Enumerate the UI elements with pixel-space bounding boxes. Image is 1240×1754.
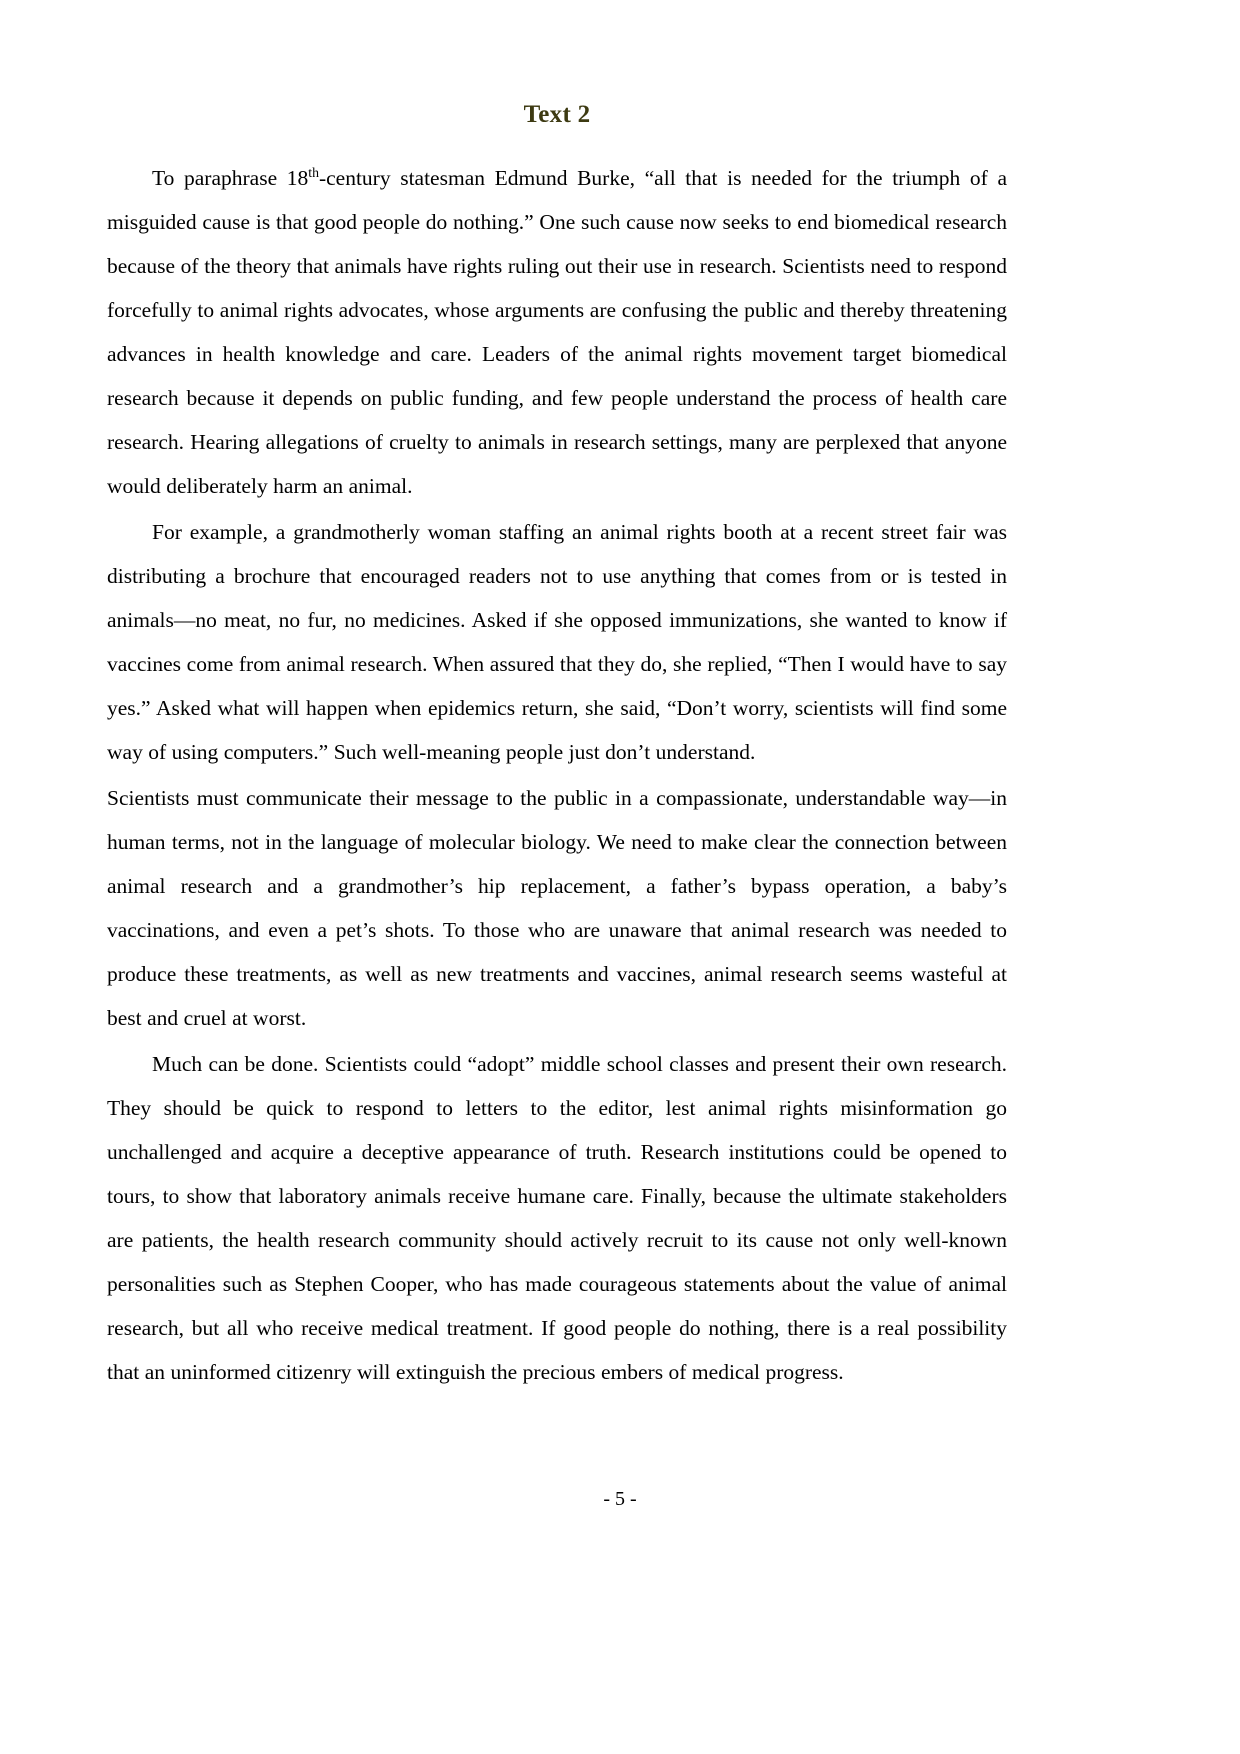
page-title: Text 2 xyxy=(523,101,591,128)
paragraph-1 xyxy=(107,156,1007,508)
paragraph-1-text-part-2: -century statesman Edmund Burke, “all that is needed for the triumph of a misguided cause is that good people do nothing.” One such cause now seeks to end biomedical research because of the theory that animals have rights ruling out their use in research. Scientists need to respond forcefully to animal rights advocates, whose arguments are confusing the public and thereby threatening advances in health knowledge and care. Leaders of the animal rights movement target biomedical research because it depends on public funding, and few people understand the process of health care research. Hearing allegations of cruelty to animals in research settings, many are perplexed that anyone would deliberately harm an animal. xyxy=(107,166,1007,498)
paragraph-3: Scientists must communicate their message to the public in a compassionate, understandable way—in human terms, not in the language of molecular biology. We need to make clear the connection between animal research and a grandmother’s hip replacement, a father’s bypass operation, a baby’s vaccinations, and even a pet’s shots. To those who are unaware that animal research was needed to produce these treatments, as well as new treatments and vaccines, animal research seems wasteful at best and cruel at worst. xyxy=(107,786,1007,1030)
paragraph-4: Much can be done. Scientists could “adopt” middle school classes and present their own research. They should be quick to respond to letters to the editor, lest animal rights misinformation go unchallenged and acquire a deceptive appearance of truth. Research institutions could be opened to tours, to show that laboratory animals receive humane care. Finally, because the ultimate stakeholders are patients, the health research community should actively recruit to its cause not only well-known personalities such as Stephen Cooper, who has made courageous statements about the value of animal research, but all who receive medical treatment. If good people do nothing, there is a real possibility that an uninformed citizenry will extinguish the precious embers of medical progress. xyxy=(107,1052,1007,1384)
document-body xyxy=(107,100,1007,1394)
paragraph-2: For example, a grandmotherly woman staffing an animal rights booth at a recent street fair was distributing a brochure that encouraged readers not to use anything that comes from or is tested in animals—no meat, no fur, no medicines. Asked if she opposed immunizations, she wanted to know if vaccines come from animal research. When assured that they do, she replied, “Then I would have to say yes.” Asked what will happen when epidemics return, she said, “Don’t worry, scientists will find some way of using computers.” Such well-meaning people just don’t understand. xyxy=(107,520,1007,764)
page-number: - 5 - xyxy=(603,1488,637,1510)
paragraph-1-text-part-1: To paraphrase 18 xyxy=(152,166,309,190)
paragraph-1-superscript-th: th xyxy=(308,164,319,180)
